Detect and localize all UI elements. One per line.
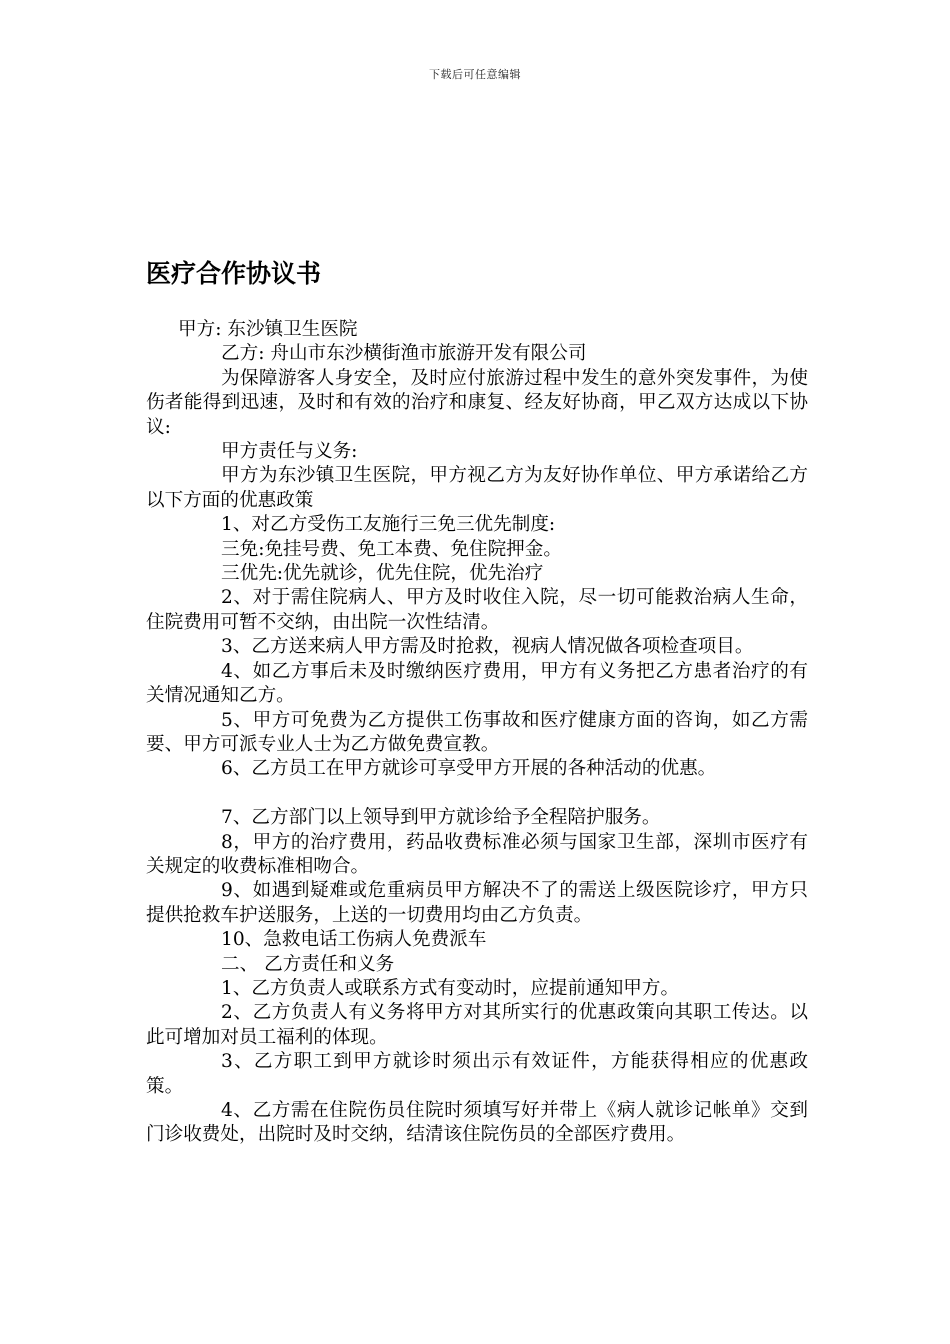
clause-item: 1、乙方负责人或联系方式有变动时，应提前通知甲方。 <box>221 977 680 999</box>
document-title: 医疗合作协议书 <box>146 259 322 288</box>
clause-item: 三免:免挂号费、免工本费、免住院押金。 <box>221 538 562 560</box>
clause-item: 4、乙方需在住院伤员住院时须填写好并带上《病人就诊记帐单》交到门诊收费处，出院时及时交纳，结清该住院伤员的全部医疗费用。 <box>146 1099 808 1146</box>
party-a: 甲方: 东沙镇卫生医院 <box>178 319 358 340</box>
blank-line <box>146 782 808 806</box>
clause-item: 2、乙方负责人有义务将甲方对其所实行的优惠政策向其职工传达。以此可增加对员工福利的体现。 <box>146 1002 808 1048</box>
clause-item: 10、急救电话工伤病人免费派车 <box>221 929 487 951</box>
section-b-heading: 二、 乙方责任和义务 <box>221 953 395 975</box>
clause-item: 4、如乙方事后未及时缴纳医疗费用，甲方有义务把乙方患者治疗的有关情况通知乙方。 <box>146 660 808 707</box>
clause-item: 8，甲方的治疗费用，药品收费标准必须与国家卫生部，深圳市医疗有关规定的收费标准相吻合。 <box>146 831 808 877</box>
document-body <box>146 318 808 1148</box>
clause-item: 5、甲方可免费为乙方提供工伤事故和医疗健康方面的咨询，如乙方需要、甲方可派专业人士为乙方做免费宣教。 <box>146 709 808 755</box>
clause-item: 6、乙方员工在甲方就诊可享受甲方开展的各种活动的优惠。 <box>221 758 717 780</box>
page-header-note: 下载后可任意编辑 <box>429 68 521 81</box>
clause-item: 7、乙方部门以上领导到甲方就诊给予全程陪护服务。 <box>221 807 661 829</box>
party-b: 乙方: 舟山市东沙横街渔市旅游开发有限公司 <box>221 343 587 365</box>
clause-item: 1、对乙方受伤工友施行三免三优先制度: <box>221 514 556 536</box>
clause-item: 三优先:优先就诊，优先住院，优先治疗 <box>221 563 544 585</box>
clause-item: 3、乙方送来病人甲方需及时抢救，视病人情况做各项检查项目。 <box>221 636 754 658</box>
section-a-heading: 甲方责任与义务: <box>221 441 358 463</box>
clause-item: 2、对于需住院病人、甲方及时收住入院，尽一切可能救治病人生命，住院费用可暂不交纳，由出院一次性结清。 <box>146 587 808 633</box>
section-a-intro: 甲方为东沙镇卫生医院，甲方视乙方为友好协作单位、甲方承诺给乙方以下方面的优惠政策 <box>146 465 808 511</box>
clause-item: 3、乙方职工到甲方就诊时须出示有效证件，方能获得相应的优惠政策。 <box>146 1051 808 1097</box>
clause-item: 9、如遇到疑难或危重病员甲方解决不了的需送上级医院诊疗，甲方只提供抢救车护送服务，上送的一切费用均由乙方负责。 <box>146 880 808 926</box>
intro-paragraph: 为保障游客人身安全，及时应付旅游过程中发生的意外突发事件，为使伤者能得到迅速，及时和有效的治疗和康复、经友好协商，甲乙双方达成以下协议: <box>146 367 808 438</box>
